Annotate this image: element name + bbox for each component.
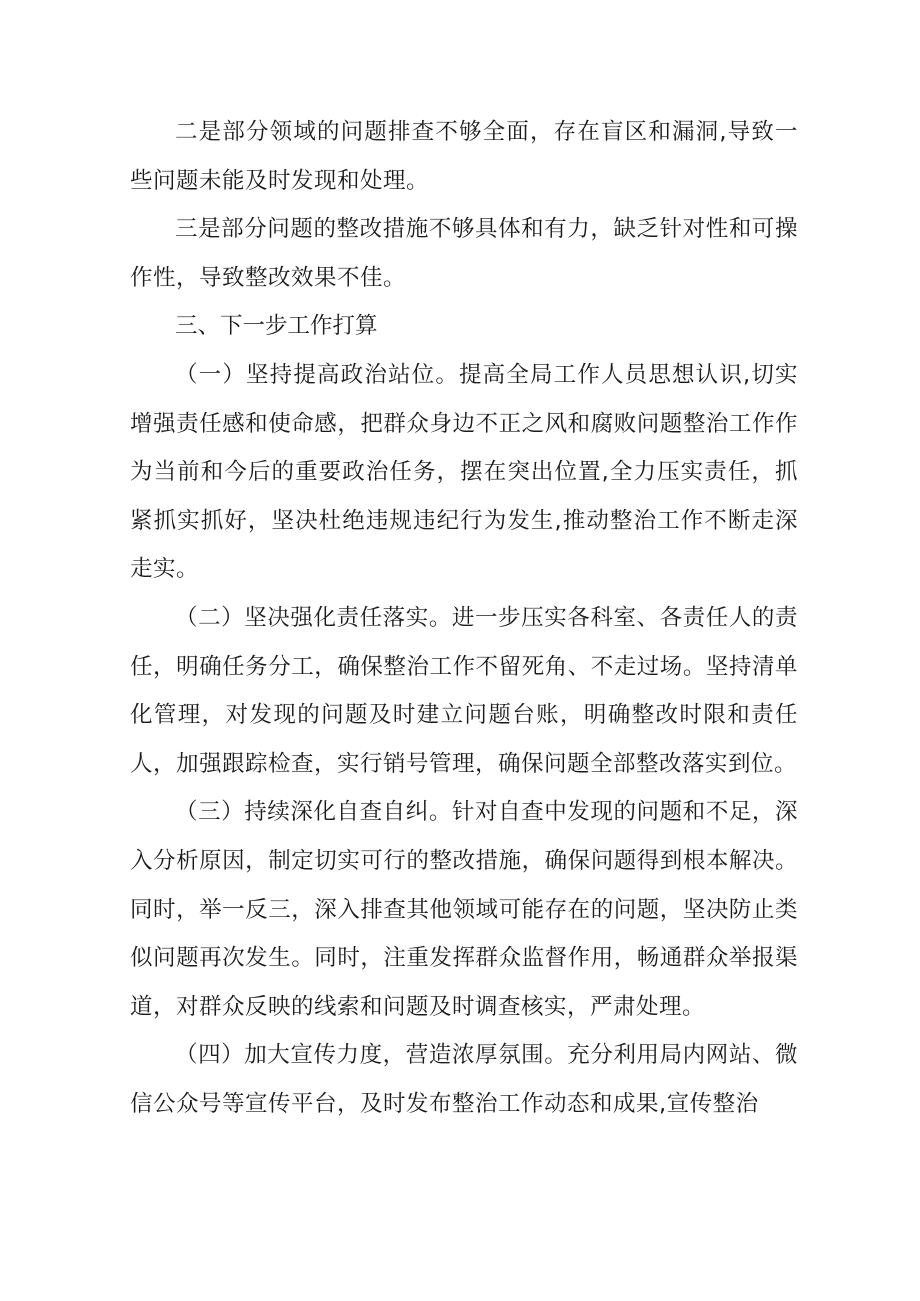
paragraph-item-4: （四）加大宣传力度，营造浓厚氛围。充分利用局内网站、微信公众号等宣传平台，及时发布整治工作动态和成果,宣传整治 xyxy=(130,1042,798,1117)
paragraph-problem-2: 二是部分领域的问题排查不够全面，存在盲区和漏洞,导致一些问题未能及时发现和处理。 xyxy=(130,119,798,194)
paragraph-item-3: （三）持续深化自查自纠。针对自查中发现的问题和不足，深入分析原因，制定切实可行的整改措施，确保问题得到根本解决。同时，举一反三，深入排查其他领域可能存在的问题，坚决防止类似问题再次发生。同时，注重发挥群众监督作用，畅通群众举报渠道，对群众反映的线索和问题及时调查核实，严肃处理。 xyxy=(130,799,798,1020)
section-heading-next-steps: 三、下一步工作打算 xyxy=(175,313,378,340)
paragraph-problem-3: 三是部分问题的整改措施不够具体和有力，缺乏针对性和可操作性，导致整改效果不佳。 xyxy=(130,216,798,291)
document-body xyxy=(130,108,798,1128)
paragraph-item-1: （一）坚持提高政治站位。提高全局工作人员思想认识,切实增强责任感和使命感，把群众身边不正之风和腐败问题整治工作作为当前和今后的重要政治任务，摆在突出位置,全力压实责任，抓紧抓实抓好，坚决杜绝违规违纪行为发生,推动整治工作不断走深走实。 xyxy=(130,361,798,583)
paragraph-item-2: （二）坚决强化责任落实。进一步压实各科室、各责任人的责任，明确任务分工，确保整治工作不留死角、不走过场。坚持清单化管理，对发现的问题及时建立问题台账，明确整改时限和责任人，加强跟踪检查，实行销号管理，确保问题全部整改落实到位。 xyxy=(130,604,798,777)
